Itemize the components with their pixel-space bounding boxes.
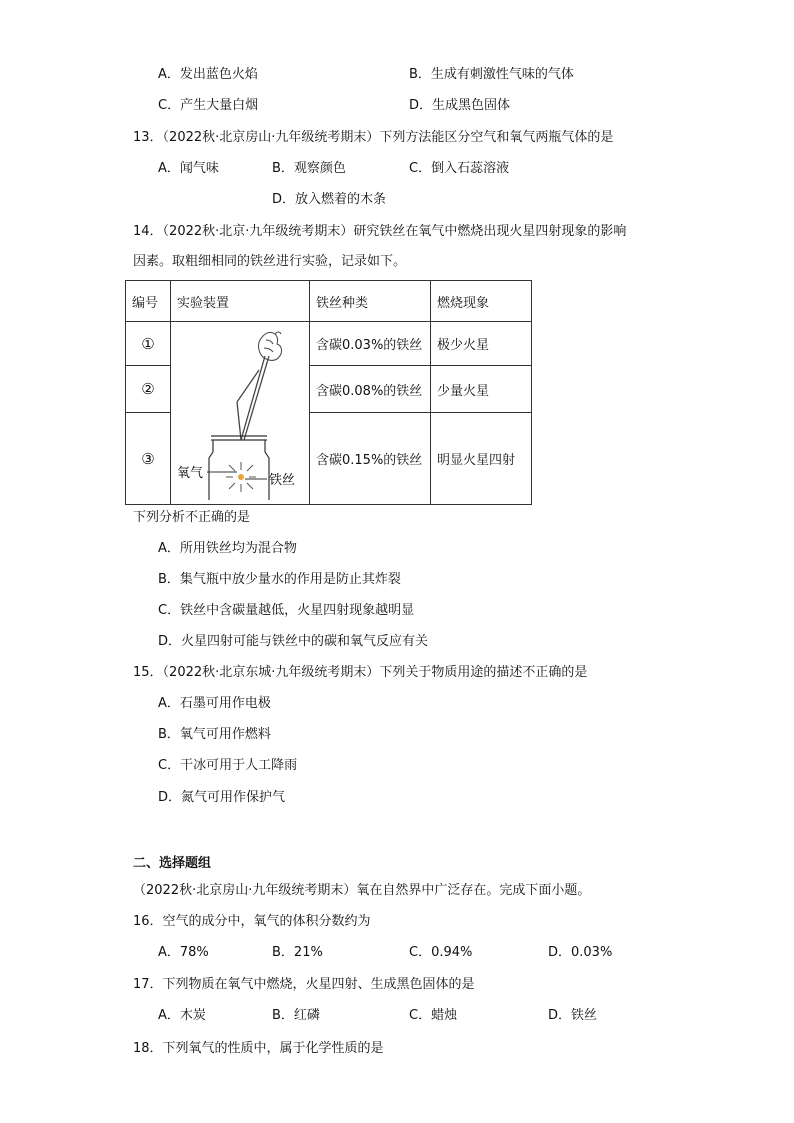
header-wire-type: 铁丝种类 xyxy=(310,281,431,322)
row-wire-type: 含碳0.03%的铁丝 xyxy=(310,322,431,366)
table-header-row xyxy=(126,281,532,322)
row-result: 极少火星 xyxy=(431,322,532,366)
label-wire: 铁丝 xyxy=(269,473,296,488)
header-id: 编号 xyxy=(126,281,171,322)
q16-option-a: A．78% xyxy=(158,945,209,960)
hand-icon xyxy=(259,332,282,360)
experiment-table xyxy=(125,280,532,505)
q18-stem: 下列氧气的性质中，属于化学性质的是 xyxy=(162,1041,384,1056)
q12-option-d: D．生成黑色固体 xyxy=(409,98,511,113)
q12-option-c: C．产生大量白烟 xyxy=(158,98,259,113)
tongs-icon xyxy=(237,356,269,440)
q14-follow: 下列分析不正确的是 xyxy=(133,510,251,525)
row-id: ② xyxy=(126,366,171,413)
q13-option-a: A．闻气味 xyxy=(158,161,219,176)
question-14 xyxy=(133,223,626,241)
q15-number: 15． xyxy=(133,665,163,680)
q17-option-d: D．铁丝 xyxy=(548,1008,598,1023)
section-title: 二、选择题组 xyxy=(133,856,212,871)
header-result: 燃烧现象 xyxy=(431,281,532,322)
flame-icon xyxy=(238,474,244,480)
q13-number: 13． xyxy=(133,130,163,145)
q16-stem: 空气的成分中，氧气的体积分数约为 xyxy=(162,914,371,929)
q17-number: 17． xyxy=(133,977,163,992)
q14-option-b: B．集气瓶中放少量水的作用是防止其炸裂 xyxy=(158,572,401,587)
question-17 xyxy=(133,976,475,994)
q15-option-d: D．氮气可用作保护气 xyxy=(158,790,286,805)
q15-option-b: B．氧气可用作燃料 xyxy=(158,727,271,742)
q16-option-b: B．21% xyxy=(272,945,323,960)
apparatus-cell xyxy=(171,322,310,505)
row-wire-type: 含碳0.15%的铁丝 xyxy=(310,413,431,505)
label-oxygen: 氧气 xyxy=(177,466,204,481)
q13-option-b: B．观察颜色 xyxy=(272,161,346,176)
q12-option-a: A．发出蓝色火焰 xyxy=(158,67,258,82)
q17-stem: 下列物质在氧气中燃烧，火星四射、生成黑色固体的是 xyxy=(162,977,475,992)
gas-bottle-icon xyxy=(209,436,269,500)
row-id: ① xyxy=(126,322,171,366)
q13-option-d: D．放入燃着的木条 xyxy=(272,192,387,207)
q14-stem-1: 研究铁丝在氧气中燃烧出现火星四射现象的影响 xyxy=(353,224,627,239)
row-id: ③ xyxy=(126,413,171,505)
q16-option-c: C．0.94% xyxy=(409,945,473,960)
q17-option-a: A．木炭 xyxy=(158,1008,206,1023)
q14-number: 14． xyxy=(133,224,163,239)
question-18 xyxy=(133,1040,384,1058)
table-row xyxy=(126,322,532,366)
section-intro: （2022秋·北京房山·九年级统考期末）氧在自然界中广泛存在。完成下面小题。 xyxy=(133,883,591,898)
question-15 xyxy=(133,664,587,682)
q17-option-c: C．蜡烛 xyxy=(409,1008,458,1023)
row-result: 少量火星 xyxy=(431,366,532,413)
row-wire-type: 含碳0.08%的铁丝 xyxy=(310,366,431,413)
q17-option-b: B．红磷 xyxy=(272,1008,320,1023)
q14-option-a: A．所用铁丝均为混合物 xyxy=(158,541,297,556)
q13-source: （2022秋·北京房山·九年级统考期末） xyxy=(162,130,380,145)
q14-stem-2: 因素。取粗细相同的铁丝进行实验，记录如下。 xyxy=(133,254,407,269)
q16-option-d: D．0.03% xyxy=(548,945,613,960)
question-16 xyxy=(133,913,371,931)
row-result: 明显火星四射 xyxy=(431,413,532,505)
q18-number: 18． xyxy=(133,1041,163,1056)
q16-number: 16． xyxy=(133,914,163,929)
question-13 xyxy=(133,129,613,147)
q13-stem: 下列方法能区分空气和氧气两瓶气体的是 xyxy=(379,130,614,145)
q15-stem: 下列关于物质用途的描述不正确的是 xyxy=(379,665,588,680)
q13-option-c: C．倒入石蕊溶液 xyxy=(409,161,510,176)
header-apparatus: 实验装置 xyxy=(171,281,310,322)
q12-option-b: B．生成有刺激性气味的气体 xyxy=(409,67,574,82)
q15-option-a: A．石墨可用作电极 xyxy=(158,696,271,711)
apparatus-diagram xyxy=(171,322,309,500)
q14-source: （2022秋·北京·九年级统考期末） xyxy=(162,224,354,239)
q15-source: （2022秋·北京东城·九年级统考期末） xyxy=(162,665,380,680)
q14-option-d: D．火星四射可能与铁丝中的碳和氧气反应有关 xyxy=(158,634,429,649)
q15-option-c: C．干冰可用于人工降雨 xyxy=(158,758,298,773)
q14-option-c: C．铁丝中含碳量越低，火星四射现象越明显 xyxy=(158,603,415,618)
